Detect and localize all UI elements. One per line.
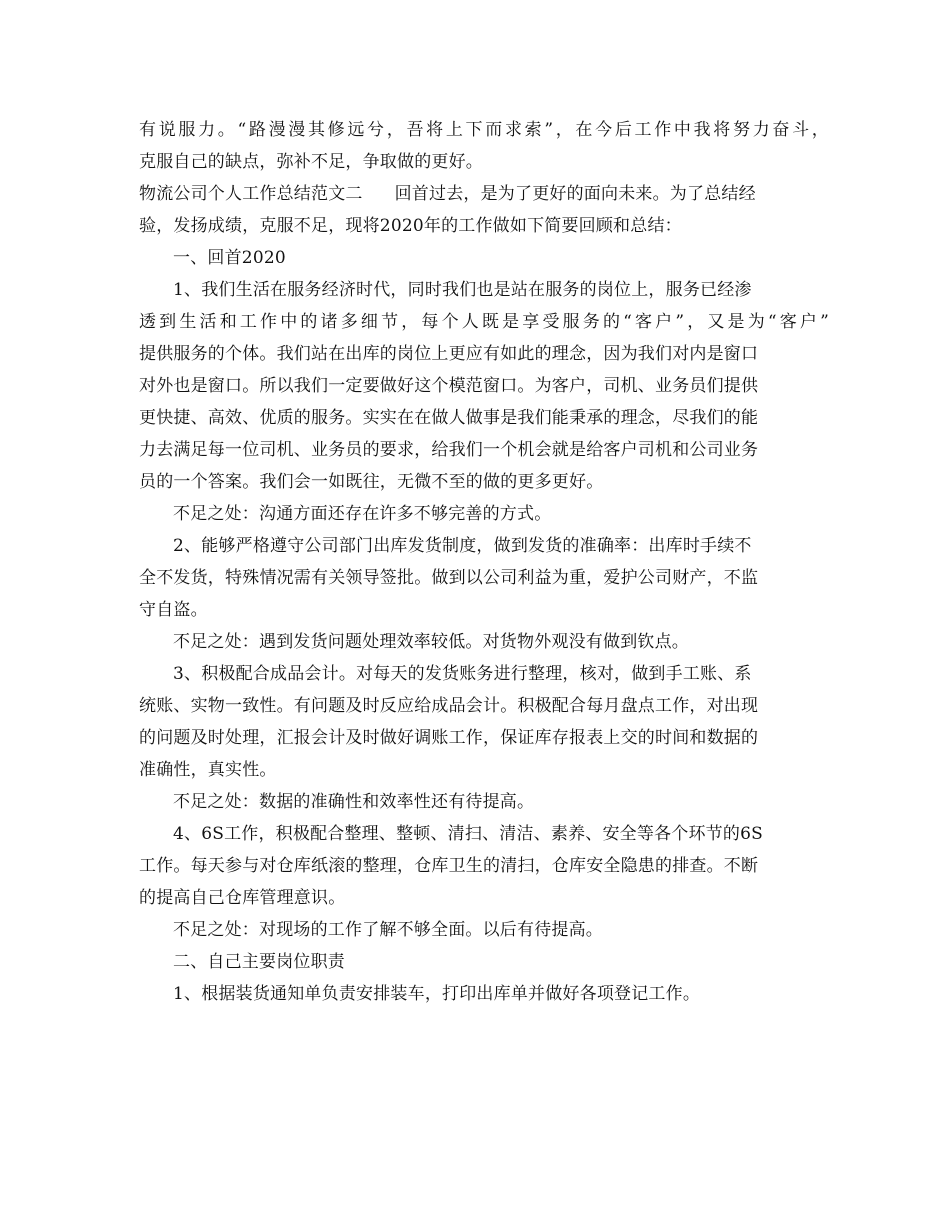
text-line: 克服自己的缺点，弥补不足，争取做的更好。 [139,152,483,172]
section-title: 物流公司个人工作总结范文二 [139,184,363,204]
text-line: 1、我们生活在服务经济时代，同时我们也是站在服务的岗位上，服务已经渗 [173,280,752,300]
text-line: 统账、实物一致性。有问题及时反应给成品会计。积极配合每月盘点工作，对出现 [139,696,759,716]
text-line: 力去满足每一位司机、业务员的要求，给我们一个机会就是给客户司机和公司业务 [139,440,759,460]
text-line: 4、6S工作，积极配合整理、整顿、清扫、清洁、素养、安全等各个环节的6S [173,824,763,844]
text-line: 验，发扬成绩，克服不足，现将2020年的工作做如下简要回顾和总结： [139,216,682,236]
text-fragment: 回首过去，是为了更好的面向未来。为了总结经 [394,184,756,204]
note-line: 不足之处：对现场的工作了解不够全面。以后有待提高。 [173,920,603,940]
text-line: 3、积极配合成品会计。对每天的发货账务进行整理，核对，做到手工账、系 [173,664,752,684]
text-line: 准确性，真实性。 [139,760,277,780]
text-line: 的提高自己仓库管理意识。 [139,888,346,908]
text-line: 员的一个答案。我们会一如既往，无微不至的做的更多更好。 [139,472,604,492]
text-line: 提供服务的个体。我们站在出库的岗位上更应有如此的理念，因为我们对内是窗口 [139,344,759,364]
text-line: 工作。每天参与对仓库纸滚的整理，仓库卫生的清扫，仓库安全隐患的排查。不断 [139,856,759,876]
text-line: 有说服力。“路漫漫其修远兮，吾将上下而求索”，在今后工作中我将努力奋斗， [139,120,829,140]
text-line: 的问题及时处理，汇报会计及时做好调账工作，保证库存报表上交的时间和数据的 [139,728,759,748]
section-title-line [139,178,829,210]
text-line: 1、根据装货通知单负责安排装车，打印出库单并做好各项登记工作。 [173,984,701,1004]
text-line: 透到生活和工作中的诸多细节，每个人既是享受服务的“客户”，又是为“客户” [139,312,829,332]
heading-line: 一、回首2020 [173,248,286,268]
text-line: 2、能够严格遵守公司部门出库发货制度，做到发货的准确率：出库时手续不 [173,536,752,556]
document-body [139,114,829,1010]
note-line: 不足之处：遇到发货问题处理效率较低。对货物外观没有做到钦点。 [173,632,689,652]
text-line: 全不发货，特殊情况需有关领导签批。做到以公司利益为重，爱护公司财产，不监 [139,568,759,588]
note-line: 不足之处：数据的准确性和效率性还有待提高。 [173,792,535,812]
text-line: 对外也是窗口。所以我们一定要做好这个模范窗口。为客户，司机、业务员们提供 [139,376,759,396]
heading-line: 二、自己主要岗位职责 [173,952,345,972]
text-line: 守自盗。 [139,600,208,620]
note-line: 不足之处：沟通方面还存在许多不够完善的方式。 [173,504,552,524]
text-line: 更快捷、高效、优质的服务。实实在在做人做事是我们能秉承的理念，尽我们的能 [139,408,759,428]
